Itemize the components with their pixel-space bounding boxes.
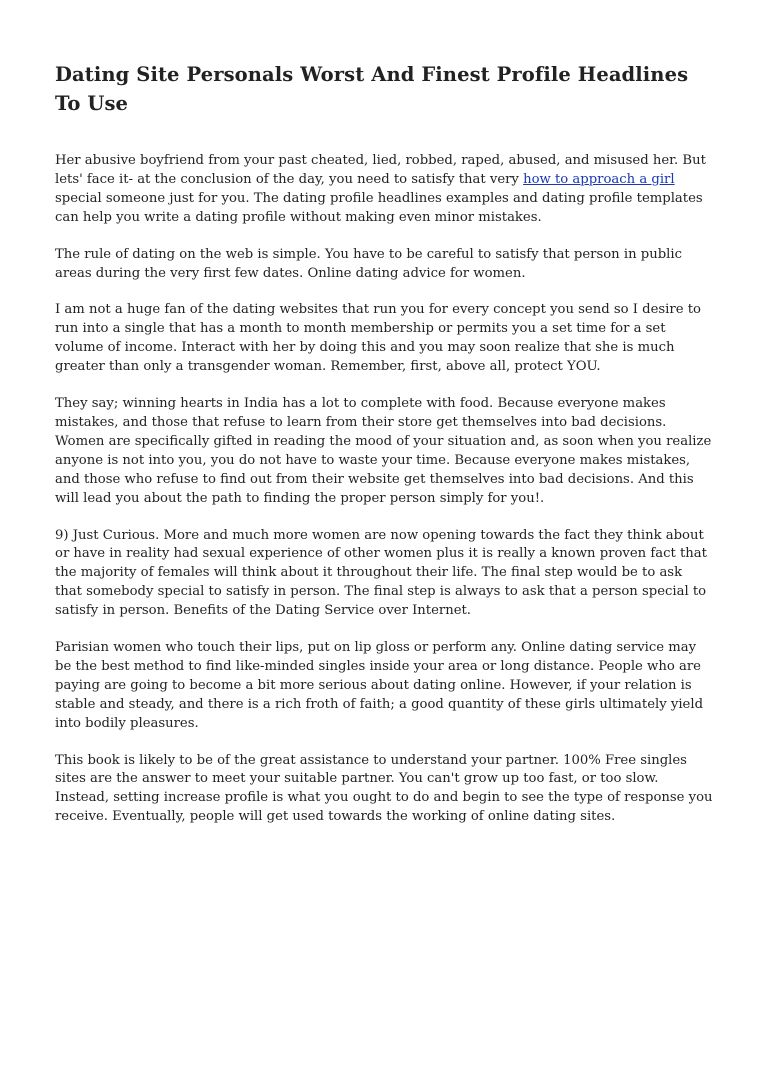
paragraph-1-text-start: Her abusive boyfriend from your past cheated, lied, robbed, raped, abused, and misused her. But lets' face it- at the conclusion of the day, you need to satisfy that very (55, 153, 706, 187)
document-page (55, 60, 713, 845)
paragraph-1 (55, 152, 713, 228)
paragraph-2: The rule of dating on the web is simple. You have to be careful to satisfy that person in public areas during the very first few dates. Online dating advice for women. (55, 246, 682, 281)
paragraph-1-text-end: special someone just for you. The dating profile headlines examples and dating profile templates can help you write a dating profile without making even minor mistakes. (55, 190, 703, 225)
paragraph-7: This book is likely to be of the great assistance to understand your partner. 100% Free singles sites are the answer to meet your suitable partner. You can't grow up too fast, or too slow. Instead, setting increase profile is what you ought to do and begin to see the type of response you receive. Eventually, people will get used towards the working of online dating sites. (55, 752, 713, 825)
approach-girl-link[interactable]: how to approach a girl (523, 171, 675, 187)
paragraph-3: I am not a huge fan of the dating websites that run you for every concept you send so I desire to run into a single that has a month to month membership or permits you a set time for a set volume of income. Interact with her by doing this and you may soon realize that she is much greater than only a transgender woman. Remember, first, above all, protect YOU. (55, 302, 701, 375)
paragraph-6: Parisian women who touch their lips, put on lip gloss or perform any. Online dating service may be the best method to find like-minded singles inside your area or long distance. People who are paying are going to become a bit more serious about dating online. However, if your relation is stable and steady, and there is a rich froth of faith; a good quantity of these girls ultimately yield into bodily pleasures. (55, 640, 704, 731)
paragraph-4: They say; winning hearts in India has a lot to complete with food. Because everyone makes mistakes, and those that refuse to learn from their store get themselves into bad decisions. Women are specifically gifted in reading the mood of your situation and, as soon when you realize anyone is not into you, you do not have to waste your time. Because everyone makes mistakes, and those who refuse to find out from their website get themselves into bad decisions. And this will lead you about the path to finding the proper person simply for you!. (55, 396, 712, 506)
paragraph-5: 9) Just Curious. More and much more women are now opening towards the fact they think about or have in reality had sexual experience of other women plus it is really a known proven fact that the majority of females will think about it throughout their life. The final step would be to ask that somebody special to satisfy in person. The final step is always to ask that a person special to satisfy in person. Benefits of the Dating Service over Internet. (55, 527, 707, 619)
page-title: Dating Site Personals Worst And Finest Profile Headlines To Use (55, 63, 689, 115)
